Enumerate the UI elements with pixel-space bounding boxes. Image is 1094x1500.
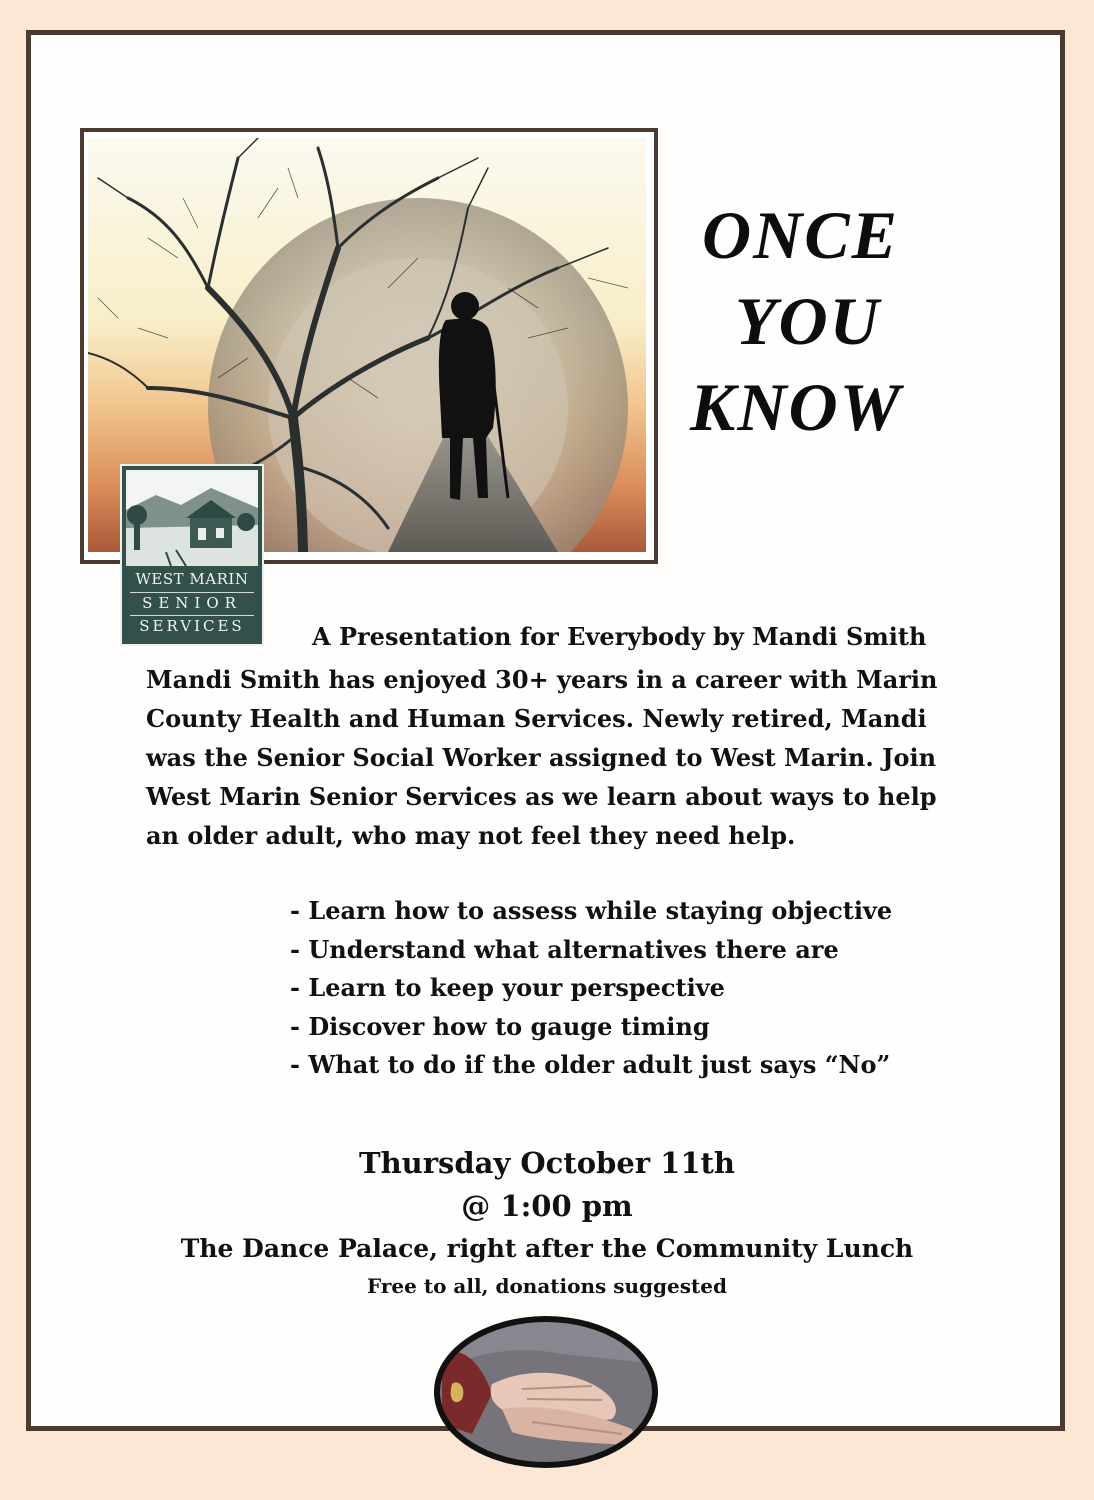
description-line: Mandi Smith has enjoyed 30+ years in a career with Marin xyxy=(146,665,938,694)
event-time: @ 1:00 pm xyxy=(461,1189,633,1223)
title-line-you: YOU xyxy=(735,283,881,359)
bullet-item: - What to do if the older adult just says “No” xyxy=(290,1050,891,1079)
logo-divider xyxy=(130,615,254,616)
logo-text-line1: WEST MARIN xyxy=(135,570,249,588)
bullet-item: - Understand what alternatives there are xyxy=(290,934,839,964)
bullet-list xyxy=(290,892,892,1085)
event-cost: Free to all, donations suggested xyxy=(367,1274,727,1298)
bullet-item: - Discover how to gauge timing xyxy=(290,1011,710,1041)
west-marin-senior-services-logo xyxy=(120,464,264,646)
title-line-once: ONCE xyxy=(702,197,899,273)
presentation-intro: A Presentation for Everybody by Mandi Smith xyxy=(312,622,927,651)
event-date: Thursday October 11th xyxy=(359,1146,735,1180)
house-landscape-icon xyxy=(126,470,258,566)
holding-hands-photo xyxy=(432,1314,660,1470)
description-line: West Marin Senior Services as we learn about ways to help xyxy=(146,782,937,811)
description-line: was the Senior Social Worker assigned to West Marin. Join xyxy=(146,743,937,772)
title-line-know: KNOW xyxy=(690,369,903,445)
event-location: The Dance Palace, right after the Community Lunch xyxy=(180,1234,914,1263)
bullet-item: - Learn how to assess while staying objective xyxy=(290,896,893,925)
bullet-item: - Learn to keep your perspective xyxy=(290,973,725,1002)
logo-divider xyxy=(130,592,254,593)
logo-text-line3: SERVICES xyxy=(139,617,245,635)
description-line: County Health and Human Services. Newly retired, Mandi xyxy=(146,704,927,733)
logo-text-line2: SENIOR xyxy=(142,594,242,612)
description-line: an older adult, who may not feel they need help. xyxy=(146,821,796,850)
description xyxy=(146,660,936,855)
